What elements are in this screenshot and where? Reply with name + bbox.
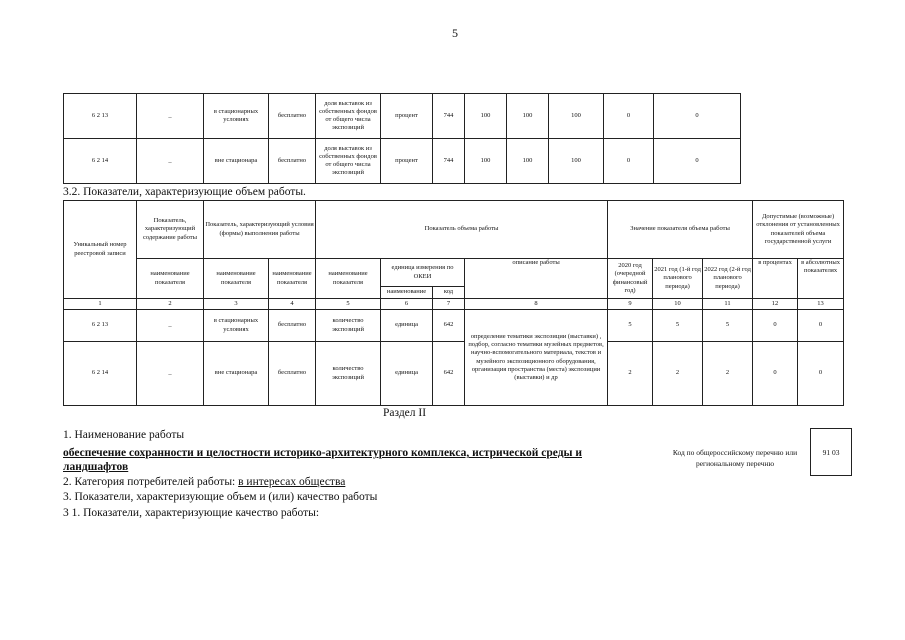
- header-work-description: описание работы: [465, 259, 608, 299]
- volume-indicators-table: [63, 200, 844, 406]
- table-cell: вне стационара: [204, 139, 269, 184]
- header-row: [64, 201, 844, 259]
- header-deviation: Допустимые (возможные) отклонения от установленных показателей объема государственной услуги: [753, 201, 844, 259]
- item-2-value: в интересах общества: [238, 476, 346, 488]
- header-unit-name: наименование: [381, 287, 433, 299]
- column-number: 12: [753, 299, 798, 310]
- column-number: 3: [204, 299, 269, 310]
- table-cell: 0: [753, 342, 798, 406]
- column-number: 6: [381, 299, 433, 310]
- table-cell: бесплатно: [269, 342, 316, 406]
- table-cell: 100: [465, 139, 507, 184]
- header-name-3: наименование показателя: [269, 259, 316, 299]
- table-cell: 100: [507, 139, 549, 184]
- table-cell: 5: [608, 310, 653, 342]
- item-1-label: 1. Наименование работы: [63, 429, 185, 441]
- table-cell: единица: [381, 310, 433, 342]
- table-cell: 2: [703, 342, 753, 406]
- header-year-2022: 2022 год (2-й год планового периода): [703, 259, 753, 299]
- table-cell: 100: [549, 139, 604, 184]
- table-cell: 0: [654, 94, 741, 139]
- header-absolute: в абсолютных показателях: [798, 259, 844, 299]
- column-number: 2: [137, 299, 204, 310]
- table-cell: 6 2 14: [64, 342, 137, 406]
- table-cell: 0: [753, 310, 798, 342]
- table-cell: _: [137, 139, 204, 184]
- column-number: 10: [653, 299, 703, 310]
- item-2-prefix: 2. Категория потребителей работы:: [63, 476, 239, 488]
- section-3-2-caption: 3.2. Показатели, характеризующие объем работы.: [63, 186, 306, 198]
- column-number: 7: [433, 299, 465, 310]
- header-unit: единица измерения по ОКЕИ: [381, 259, 465, 287]
- table-cell: в стационарных условиях: [204, 94, 269, 139]
- table-cell: процент: [381, 139, 433, 184]
- table-cell: бесплатно: [269, 310, 316, 342]
- table-cell: _: [137, 94, 204, 139]
- header-content-indicator: Показатель, характеризующий содержание работы: [137, 201, 204, 259]
- column-number: 1: [64, 299, 137, 310]
- header-unique-number: Уникальный номер реестровой записи: [64, 201, 137, 299]
- table-cell: вне стационара: [204, 342, 269, 406]
- table-cell: 0: [798, 310, 844, 342]
- table-cell: единица: [381, 342, 433, 406]
- column-number: 5: [316, 299, 381, 310]
- quality-indicators-table: [63, 93, 741, 184]
- work-description-cell: определение тематики экспозиции (выставки) , подбор, согласно тематики музейных предметов, научно-вспомогательного материала, текстов и музейного экспозиционного оборудования, организация пространства (места) экспозиции (выставки) и др: [465, 310, 608, 406]
- item-2: [63, 476, 345, 488]
- header-name-4: наименование показателя: [316, 259, 381, 299]
- item-3-1: 3 1. Показатели, характеризующие качество работы:: [63, 507, 320, 519]
- table-cell: _: [137, 342, 204, 406]
- table-cell: 5: [653, 310, 703, 342]
- table-cell: 642: [433, 310, 465, 342]
- table-cell: количество экспозиций: [316, 342, 381, 406]
- table-cell: 642: [433, 342, 465, 406]
- table-cell: в стационарных условиях: [204, 310, 269, 342]
- table-cell: 0: [604, 139, 654, 184]
- code-box: 91 03: [810, 428, 852, 476]
- table-cell: 0: [798, 342, 844, 406]
- table-cell: 100: [549, 94, 604, 139]
- page-number: 5: [452, 26, 458, 40]
- header-volume-indicator: Показатель объема работы: [316, 201, 608, 259]
- column-number: 9: [608, 299, 653, 310]
- column-numbers-row: [64, 299, 844, 310]
- table-cell: количество экспозиций: [316, 310, 381, 342]
- code-label: Код по общероссийскому перечню или региональному перечню: [672, 448, 798, 468]
- section-title: Раздел II: [383, 407, 427, 419]
- column-number: 11: [703, 299, 753, 310]
- table-cell: 0: [604, 94, 654, 139]
- table-cell: доля выставок из собственных фондов от общего числа экспозиций: [316, 139, 381, 184]
- table-row: [64, 342, 844, 406]
- table-cell: 0: [654, 139, 741, 184]
- work-name: обеспечение сохранности и целостности историко-архитектурного комплекса, истрической среды и ландшафтов: [63, 447, 582, 473]
- table-cell: 2: [653, 342, 703, 406]
- table-cell: 6 2 13: [64, 310, 137, 342]
- header-year-2021: 2021 год (1-й год планового периода): [653, 259, 703, 299]
- table-row: [64, 310, 844, 342]
- table-cell: 744: [433, 139, 465, 184]
- table-cell: 2: [608, 342, 653, 406]
- table-cell: бесплатно: [269, 94, 316, 139]
- table-cell: _: [137, 310, 204, 342]
- header-year-2020: 2020 год (очередной финансовый год): [608, 259, 653, 299]
- column-number: 8: [465, 299, 608, 310]
- table-cell: 6 2 13: [64, 94, 137, 139]
- table-cell: 6 2 14: [64, 139, 137, 184]
- table-cell: доля выставок из собственных фондов от общего числа экспозиций: [316, 94, 381, 139]
- column-number: 4: [269, 299, 316, 310]
- table-row: [64, 139, 741, 184]
- table-row: [64, 94, 741, 139]
- table-cell: процент: [381, 94, 433, 139]
- header-name-2: наименование показателя: [204, 259, 269, 299]
- header-unit-code: код: [433, 287, 465, 299]
- table-cell: 5: [703, 310, 753, 342]
- header-volume-value: Значение показателя объема работы: [608, 201, 753, 259]
- table-cell: 100: [507, 94, 549, 139]
- table-cell: 100: [465, 94, 507, 139]
- column-number: 13: [798, 299, 844, 310]
- item-3: 3. Показатели, характеризующие объем и (или) качество работы: [63, 491, 378, 503]
- table-cell: бесплатно: [269, 139, 316, 184]
- header-row: [64, 259, 844, 287]
- table-cell: 744: [433, 94, 465, 139]
- header-name-1: наименование показателя: [137, 259, 204, 299]
- header-percent: в процентах: [753, 259, 798, 299]
- header-conditions-indicator: Показатель, характеризующий условия (формы) выполнения работы: [204, 201, 316, 259]
